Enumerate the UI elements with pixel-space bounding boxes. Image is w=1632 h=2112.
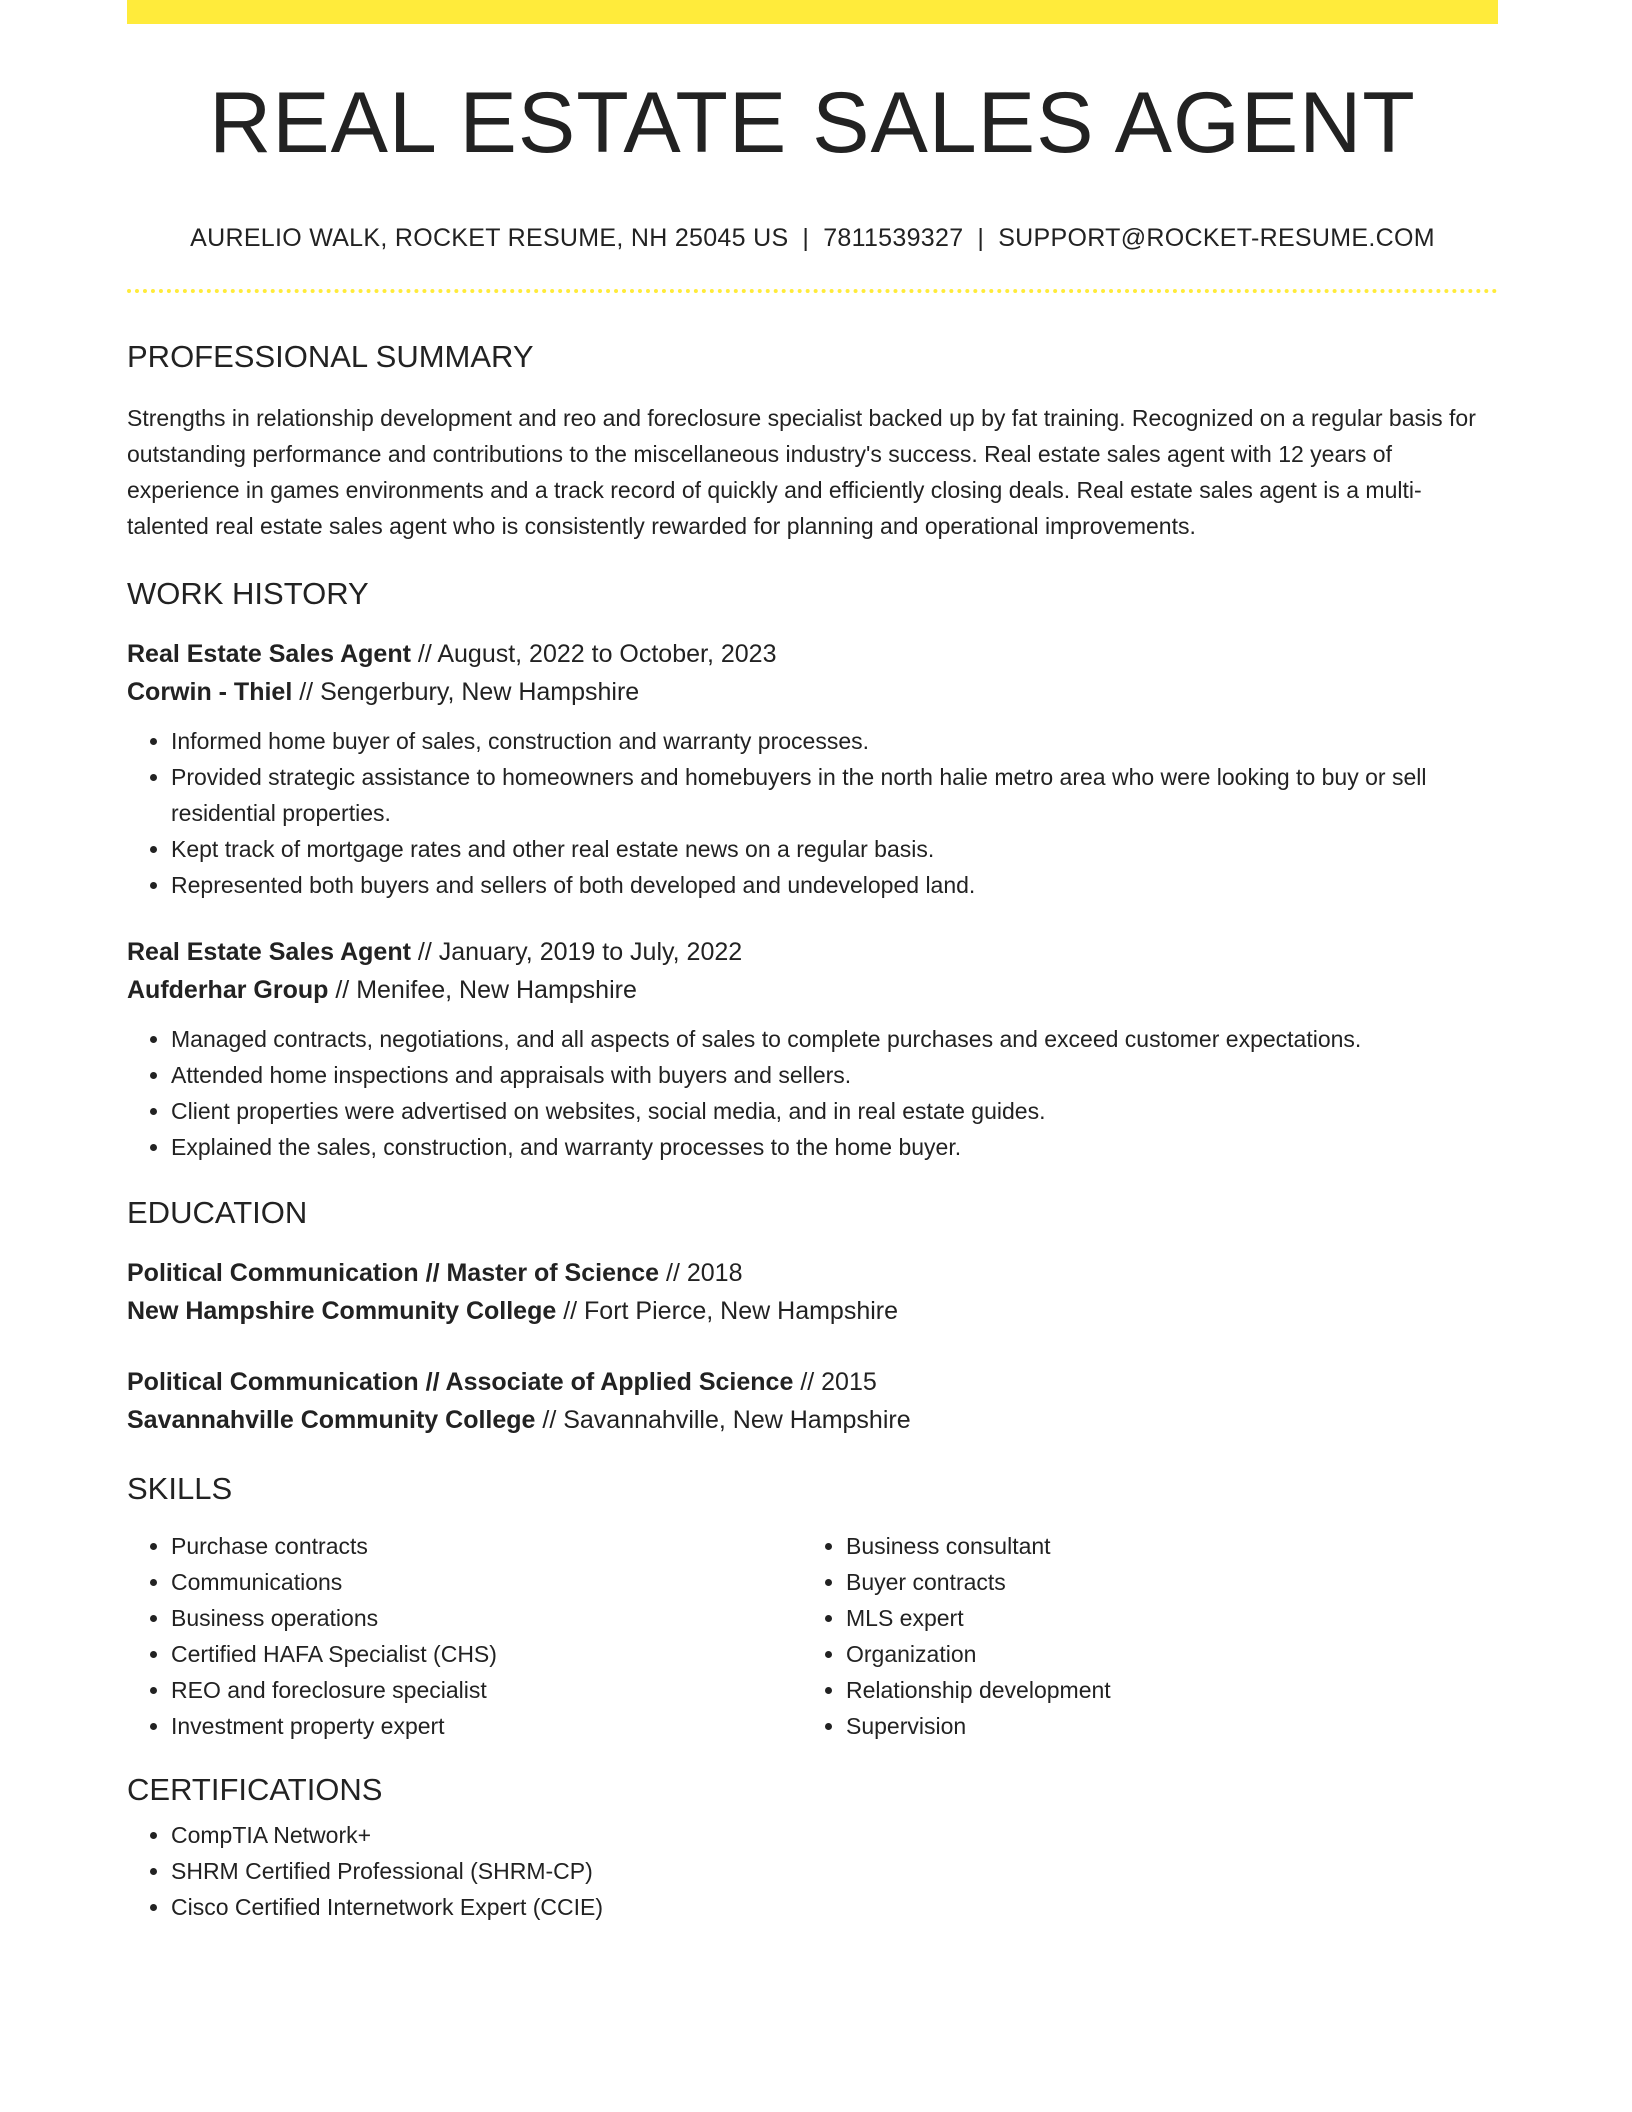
list-item: • Represented both buyers and sellers of both developed and undeveloped land.: [171, 867, 1498, 903]
resume-title: REAL ESTATE SALES AGENT: [209, 75, 1416, 171]
job-title-line: [127, 933, 1498, 971]
education-heading: EDUCATION: [127, 1195, 308, 1230]
list-item: • Explained the sales, construction, and warranty processes to the home buyer.: [171, 1129, 1498, 1165]
skill-item: • Supervision: [846, 1708, 1477, 1744]
list-item: • Client properties were advertised on websites, social media, and in real estate guides.: [171, 1093, 1498, 1129]
certification-item: • CompTIA Network+: [171, 1817, 1498, 1853]
job-entry: [127, 933, 1498, 1165]
job-company: Corwin - Thiel: [127, 678, 293, 706]
job-title: Real Estate Sales Agent: [127, 938, 411, 966]
summary-text: Strengths in relationship development and reo and foreclosure specialist backed up by fat training. Recognized on a regular basis for outstanding performance and contributions to the miscellaneous industry's success. Real estate sales agent with 12 years of experience in games environments and a track record of quickly and efficiently closing deals. Real estate sales agent is a multi-talented real estate sales agent who is consistently rewarded for planning and operational improvements.: [127, 405, 1476, 539]
skills-heading: SKILLS: [127, 1471, 233, 1506]
work-history-heading: WORK HISTORY: [127, 576, 369, 611]
skill-item: • Investment property expert: [171, 1708, 802, 1744]
job-dates: // January, 2019 to July, 2022: [417, 938, 743, 966]
job-entry: [127, 635, 1498, 903]
school-line: [127, 1401, 1498, 1439]
degree-year: // 2018: [666, 1259, 743, 1287]
education-entry: [127, 1363, 1498, 1439]
degree-line: [127, 1363, 1498, 1401]
job-title-line: [127, 635, 1498, 673]
school-location: // Fort Pierce, New Hampshire: [563, 1297, 899, 1325]
school-line: [127, 1292, 1498, 1330]
education-entry: [127, 1254, 1498, 1330]
skill-item: • Relationship development: [846, 1672, 1477, 1708]
skills-right-column: [802, 1528, 1477, 1744]
summary-heading: PROFESSIONAL SUMMARY: [127, 339, 534, 374]
skill-item: • REO and foreclosure specialist: [171, 1672, 802, 1708]
dotted-divider: [127, 289, 1498, 293]
certifications-list: [127, 1817, 1498, 1925]
skill-item: • Certified HAFA Specialist (CHS): [171, 1636, 802, 1672]
skill-item: • Buyer contracts: [846, 1564, 1477, 1600]
list-item: • Managed contracts, negotiations, and all aspects of sales to complete purchases and exceed customer expectations.: [171, 1021, 1498, 1057]
job-bullets: [127, 1021, 1498, 1165]
school: New Hampshire Community College: [127, 1297, 557, 1325]
degree: Political Communication // Associate of Applied Science: [127, 1368, 794, 1396]
job-location: // Sengerbury, New Hampshire: [299, 678, 640, 706]
school-location: // Savannahville, New Hampshire: [542, 1406, 911, 1434]
job-company: Aufderhar Group: [127, 976, 329, 1004]
contact-separator: |: [802, 224, 810, 252]
certification-item: • Cisco Certified Internetwork Expert (CCIE): [171, 1889, 1498, 1925]
certifications-heading: CERTIFICATIONS: [127, 1772, 383, 1807]
list-item: • Provided strategic assistance to homeowners and homebuyers in the north halie metro area who were looking to buy or sell residential properties.: [171, 759, 1498, 831]
list-item: • Attended home inspections and appraisals with buyers and sellers.: [171, 1057, 1498, 1093]
contact-address: AURELIO WALK, ROCKET RESUME, NH 25045 US: [190, 224, 789, 252]
degree-year: // 2015: [800, 1368, 877, 1396]
job-title: Real Estate Sales Agent: [127, 640, 411, 668]
job-company-line: [127, 971, 1498, 1009]
skill-item: • Purchase contracts: [171, 1528, 802, 1564]
resume-page: [127, 0, 1498, 1925]
degree: Political Communication // Master of Science: [127, 1259, 660, 1287]
school: Savannahville Community College: [127, 1406, 536, 1434]
skill-item: • Communications: [171, 1564, 802, 1600]
list-item: • Informed home buyer of sales, construction and warranty processes.: [171, 723, 1498, 759]
job-bullets: [127, 723, 1498, 903]
certification-item: • SHRM Certified Professional (SHRM-CP): [171, 1853, 1498, 1889]
skills-columns: [127, 1528, 1498, 1744]
degree-line: [127, 1254, 1498, 1292]
list-item: • Kept track of mortgage rates and other real estate news on a regular basis.: [171, 831, 1498, 867]
contact-line: [127, 226, 1498, 251]
skill-item: • Business operations: [171, 1600, 802, 1636]
job-company-line: [127, 673, 1498, 711]
contact-phone: 7811539327: [823, 224, 964, 252]
contact-separator: |: [977, 224, 985, 252]
accent-top-bar: [127, 0, 1498, 24]
skill-item: • Organization: [846, 1636, 1477, 1672]
job-dates: // August, 2022 to October, 2023: [417, 640, 777, 668]
skills-left-column: [127, 1528, 802, 1744]
job-location: // Menifee, New Hampshire: [335, 976, 637, 1004]
contact-email: SUPPORT@ROCKET-RESUME.COM: [998, 224, 1435, 252]
skill-item: • MLS expert: [846, 1600, 1477, 1636]
skill-item: • Business consultant: [846, 1528, 1477, 1564]
